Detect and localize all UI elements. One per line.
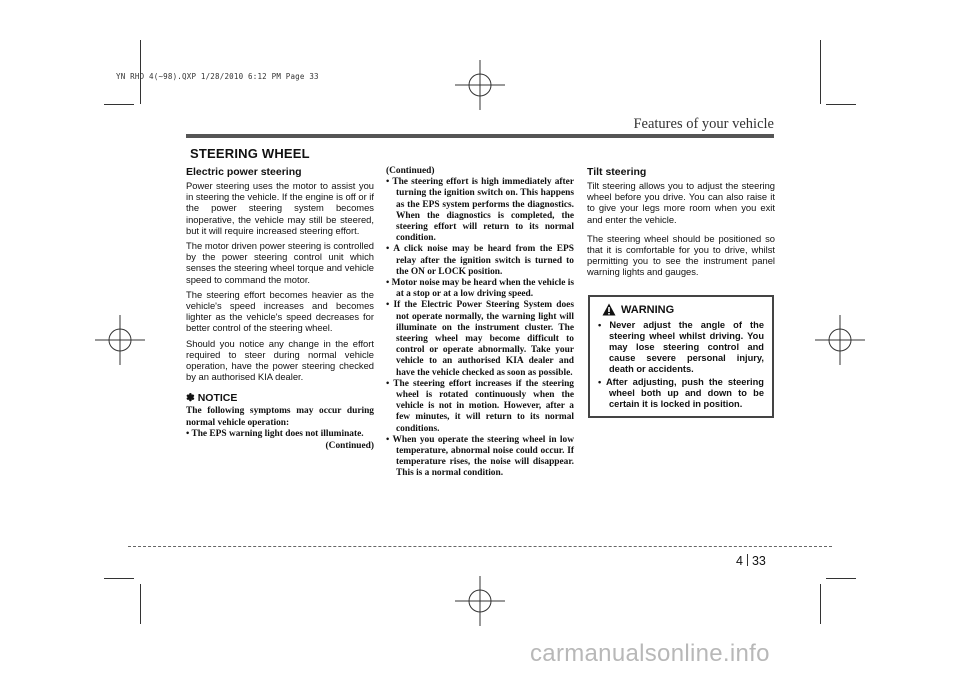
crop-mark: [104, 104, 134, 105]
warning-triangle-icon: [602, 303, 616, 316]
paragraph: Tilt steering allows you to adjust the steering wheel before you drive. You can also raise it to give your legs more room when you exit and enter the vehicle.: [587, 180, 775, 225]
page-number-value: 33: [751, 554, 766, 568]
notice-list: [186, 429, 374, 440]
paragraph: Power steering uses the motor to assist you in steering the vehicle. If the engine is off or if the power steering system becomes inoperative, the vehicle may still be steered, but it will require increased steering effort.: [186, 180, 374, 236]
notice-item: • When you operate the steering wheel in low temperature, abnormal noise could occur. If temperature rises, the noise will disappear. This is a normal condition.: [386, 434, 574, 479]
heading-electric-power-steering: Electric power steering: [186, 166, 302, 178]
notice-item: • The steering effort increases if the steering wheel is rotated continuously when the vehicle is not in motion. However, after a few minutes, it will return to its normal conditions.: [386, 378, 574, 434]
column-electric-power-steering: [186, 166, 374, 452]
page-number: [736, 554, 766, 568]
notice-item: • Motor noise may be heard when the vehicle is at a stop or at a low driving speed.: [386, 278, 574, 300]
crop-mark: [820, 584, 821, 624]
crop-mark: [826, 578, 856, 579]
notice-item: • A click noise may be heard from the EPS relay after the ignition switch is turned to the ON or LOCK position.: [386, 244, 574, 277]
crop-mark: [104, 578, 134, 579]
warning-title: WARNING: [621, 303, 675, 316]
continued-label: (Continued): [386, 166, 435, 176]
notice-item: • If the Electric Power Steering System does not operate normally, the warning light will illuminate on the instrument cluster. The steering wheel may become difficult to control or operate abnormally. Take your vehicle to an authorised KIA dealer and have the vehicle checked as soon as possible.: [386, 300, 574, 378]
warning-box: [588, 295, 774, 418]
notice-item: • The steering effort is high immediately after turning the ignition switch on. This happens as the EPS system performs the diagnostics. When the diagnostics is completed, the steering effort will return to its normal condition.: [386, 177, 574, 244]
registration-mark-icon: [815, 315, 865, 365]
warning-item: • Never adjust the angle of the steering wheel whilst driving. You may lose steering control and cause severe personal injury, death or accidents.: [598, 320, 764, 374]
crop-mark: [140, 584, 141, 624]
page-separator: [747, 554, 748, 566]
paragraph: The steering wheel should be positioned so that it is comfortable for you to drive, whilst permitting you to see the instrument panel warning lights and gauges.: [587, 232, 775, 278]
paragraph: The steering effort becomes heavier as the vehicle's speed increases and becomes lighter as the vehicle's speed decreases for better control of the steering wheel.: [186, 288, 374, 334]
warning-header: [602, 303, 764, 316]
registration-mark-icon: [455, 576, 505, 626]
column-tilt-steering: [587, 166, 775, 282]
warning-item: • After adjusting, push the steering wheel both up and down to be certain it is locked in position.: [598, 377, 764, 409]
print-slug: YN RHD 4(~98).QXP 1/28/2010 6:12 PM Page 33: [116, 72, 319, 81]
watermark: carmanualsonline.info: [530, 640, 770, 667]
notice-list: [386, 177, 574, 479]
registration-mark-icon: [455, 60, 505, 110]
header-rule: [186, 134, 774, 138]
crop-mark: [820, 40, 821, 104]
notice-title: ✽ NOTICE: [186, 392, 238, 405]
section-title: STEERING WHEEL: [190, 146, 310, 161]
section-header: Features of your vehicle: [633, 116, 774, 132]
notice-intro: The following symptoms may occur during normal vehicle operation:: [186, 406, 374, 428]
paragraph: Should you notice any change in the effort required to steer during normal vehicle operation, have the power steering checked by an authorised KIA dealer.: [186, 337, 374, 383]
footer-rule: [128, 546, 832, 547]
registration-mark-icon: [95, 315, 145, 365]
notice-item: • The EPS warning light does not illuminate.: [186, 428, 364, 439]
heading-tilt-steering: Tilt steering: [587, 166, 647, 178]
continued-label: (Continued): [325, 441, 374, 452]
crop-mark: [826, 104, 856, 105]
warning-list: [598, 320, 764, 410]
chapter-number: 4: [736, 554, 743, 568]
paragraph: The motor driven power steering is controlled by the power steering control unit which senses the steering wheel torque and vehicle speed to command the motor.: [186, 240, 374, 285]
column-notice-continued: [386, 166, 574, 480]
